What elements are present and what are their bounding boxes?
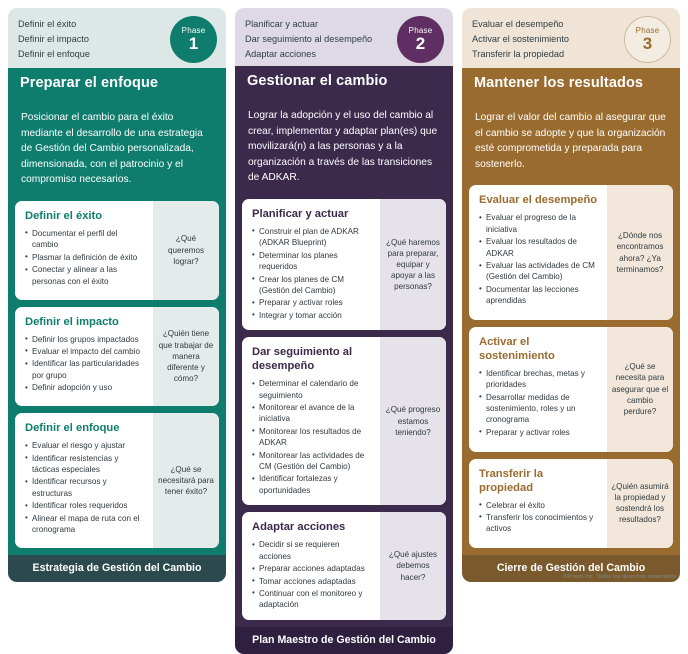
phase-1-badge-label: Phase (181, 26, 206, 35)
card-bullet: • Identificar las particularidades por grupo (25, 358, 145, 381)
card-bullet: • Documentar el perfil del cambio (25, 228, 145, 251)
card-question (153, 201, 219, 300)
phase-1-intro: Posicionar el cambio para el éxito mediante el desarrollo de una estrategia de Gestión del Cambio personalizada, dimensionada, con el patrocinio y el compromiso necesarios. (8, 99, 226, 201)
card-bullet: • Identificar resistencias y tácticas especiales (25, 453, 145, 476)
card-content (15, 201, 153, 300)
card-title: Activar el sostenimiento (479, 335, 555, 362)
phase-2-badge-number: 2 (415, 34, 426, 53)
card-title: Dar seguimiento al desempeño (252, 346, 353, 373)
card-title: Definir el enfoque (25, 422, 120, 435)
phase-1-card-1[interactable] (15, 201, 219, 300)
card-bullet-list (252, 226, 372, 321)
phase-column-1 (8, 8, 226, 582)
card-bullet: • Integrar y tomar acción (252, 310, 372, 321)
card-bullet: • Preparar y activar roles (479, 427, 599, 438)
card-question-text: ¿Qué progreso estamos teniendo? (385, 405, 441, 437)
card-bullet: • Decidir si se requieren acciones (252, 539, 372, 562)
card-bullet: • Determinar los planes requeridos (252, 250, 372, 273)
card-bullet: • Crear los planes de CM (Gestión del Cambio) (252, 274, 372, 297)
card-title: Definir el impacto (25, 315, 119, 328)
phase-3-header-item: Activar el sostenimiento (472, 34, 570, 44)
card-question-text: ¿Qué se necesita para asegurar que el cambio perdure? (611, 362, 669, 416)
card-bullet: • Identificar brechas, metas y prioridades (479, 368, 599, 391)
card-bullet: • Continuar con el monitoreo y adaptación (252, 588, 372, 611)
card-question-text: ¿Qué queremos lograr? (168, 234, 204, 266)
phase-2-header (235, 8, 453, 66)
phase-3-badge-label: Phase (635, 26, 660, 35)
card-bullet: • Identificar fortalezas y oportunidades (252, 473, 372, 496)
card-bullet: • Identificar roles requeridos (25, 500, 145, 511)
card-question (380, 512, 446, 619)
phase-2-card-3[interactable] (242, 512, 446, 619)
card-bullet-list (479, 368, 599, 438)
phase-column-3 (462, 8, 680, 582)
card-question-text: ¿Qué se necesitará para tener éxito? (158, 464, 214, 497)
phase-2-footer: Plan Maestro de Gestión del Cambio (235, 627, 453, 654)
card-title: Definir el éxito (25, 209, 103, 222)
phase-2-title: Gestionar el cambio (235, 66, 453, 97)
card-title: Planificar y actuar (252, 207, 349, 220)
phase-1-footer: Estrategia de Gestión del Cambio (8, 555, 226, 582)
phase-2-header-item: Planificar y actuar (245, 19, 319, 29)
card-bullet-list (479, 500, 599, 535)
card-question (607, 327, 673, 452)
phase-3-header-item: Evaluar el desempeño (472, 19, 564, 29)
phase-3-badge-number: 3 (642, 34, 653, 53)
card-question-text: ¿Qué ajustes debemos hacer? (388, 550, 438, 582)
copyright-credit: ©Prosci Inc. Todos los derechos reservados. (563, 574, 678, 580)
phase-2-badge-label: Phase (408, 26, 433, 35)
card-bullet: • Construir el plan de ADKAR (ADKAR Blueprint) (252, 226, 372, 249)
card-content (15, 413, 153, 548)
card-bullet: • Evaluar el progreso de la iniciativa (479, 212, 599, 235)
phase-2-badge (397, 16, 444, 63)
card-bullet: • Evaluar el riesgo y ajustar (25, 440, 145, 451)
card-question (153, 307, 219, 407)
phase-column-2 (235, 8, 453, 646)
phase-2-header-item: Adaptar acciones (245, 49, 316, 59)
phase-1-badge-number: 1 (188, 34, 199, 53)
card-bullet: • Celebrar el éxito (479, 500, 599, 511)
card-bullet: • Evaluar las actividades de CM (Gestión del Cambio) (479, 260, 599, 283)
phase-1-header-item: Definir el éxito (18, 19, 77, 29)
phase-3-card-3[interactable] (469, 459, 673, 548)
phase-3-card-2[interactable] (469, 327, 673, 452)
card-question-text: ¿Dónde nos encontramos ahora? ¿Ya terminamos? (616, 231, 664, 274)
phase-1-header-item: Definir el enfoque (18, 49, 91, 59)
card-question-text: ¿Quién asumirá la propiedad y sostendrá los resultados? (611, 481, 669, 525)
card-question (380, 199, 446, 330)
card-bullet: • Preparar acciones adaptadas (252, 563, 372, 574)
card-bullet-list (479, 212, 599, 306)
card-question (380, 337, 446, 505)
card-bullet-list (25, 228, 145, 287)
card-bullet: • Monitorear los resultados de ADKAR (252, 426, 372, 449)
card-content (469, 459, 607, 548)
phase-3-header-item: Transferir la propiedad (472, 49, 565, 59)
card-bullet: • Determinar el calendario de seguimiento (252, 378, 372, 401)
phase-3-intro: Lograr el valor del cambio al asegurar que el cambio se adopte y que la organización esté comprometida y preparada para sostenerlo. (462, 99, 680, 185)
phase-3-title: Mantener los resultados (462, 68, 680, 99)
phase-1-header-item: Definir el impacto (18, 34, 89, 44)
card-question-text: ¿Quién tiene que trabajar de manera diferente y cómo? (158, 329, 214, 384)
card-bullet: • Desarrollar medidas de sostenimiento, roles y un cronograma (479, 392, 599, 426)
card-content (469, 327, 607, 452)
card-bullet-list (25, 334, 145, 394)
card-question (607, 459, 673, 548)
card-bullet: • Evaluar el impacto del cambio (25, 346, 145, 357)
phase-1-card-3[interactable] (15, 413, 219, 548)
card-bullet: • Monitorear las actividades de CM (Gestión del Cambio) (252, 450, 372, 473)
phase-3-footer: Cierre de Gestión del Cambio (462, 555, 680, 582)
card-bullet: • Conectar y alinear a las personas con el éxito (25, 264, 145, 287)
card-bullet: • Monitorear el avance de la iniciativa (252, 402, 372, 425)
phase-1-title: Preparar el enfoque (8, 68, 226, 99)
phase-3-card-1[interactable] (469, 185, 673, 319)
card-bullet: • Identificar recursos y estructuras (25, 476, 145, 499)
card-bullet: • Alinear el mapa de ruta con el cronograma (25, 513, 145, 536)
phase-1-card-2[interactable] (15, 307, 219, 407)
card-title: Evaluar el desempeño (479, 194, 598, 207)
card-bullet: • Definir adopción y uso (25, 382, 145, 393)
card-content (469, 185, 607, 319)
phase-3-badge (624, 16, 671, 63)
card-bullet-list (252, 539, 372, 610)
card-bullet: • Tomar acciones adaptadas (252, 576, 372, 587)
phase-3-header (462, 8, 680, 68)
card-bullet: • Transferir los conocimientos y activos (479, 512, 599, 535)
card-bullet: • Documentar las lecciones aprendidas (479, 284, 599, 307)
phase-2-card-1[interactable] (242, 199, 446, 330)
card-bullet: • Evaluar los resultados de ADKAR (479, 236, 599, 259)
card-question (607, 185, 673, 319)
card-question (153, 413, 219, 548)
phase-2-cards (235, 199, 453, 627)
phase-1-badge (170, 16, 217, 63)
card-content (15, 307, 153, 407)
card-bullet-list (25, 440, 145, 535)
phase-2-header-item: Dar seguimiento al desempeño (245, 34, 373, 44)
card-content (242, 512, 380, 619)
card-content (242, 337, 380, 505)
card-question-text: ¿Qué haremos para preparar, equipar y apoyar a las personas? (386, 237, 440, 292)
phase-3-cards (462, 185, 680, 555)
card-bullet: • Preparar y activar roles (252, 297, 372, 308)
phase-1-cards (8, 201, 226, 555)
phase-2-intro: Lograr la adopción y el uso del cambio al crear, implementar y adaptar plan(es) que movilizará(n) a las personas y a la organización a través de las transiciones de ADKAR. (235, 97, 453, 199)
card-content (242, 199, 380, 330)
phase-2-card-2[interactable] (242, 337, 446, 505)
phase-1-header (8, 8, 226, 68)
card-bullet: • Definir los grupos impactados (25, 334, 145, 345)
card-title: Transferir la propiedad (479, 467, 544, 494)
card-bullet: • Plasmar la definición de éxito (25, 252, 145, 263)
card-title: Adaptar acciones (252, 521, 346, 534)
card-bullet-list (252, 378, 372, 496)
